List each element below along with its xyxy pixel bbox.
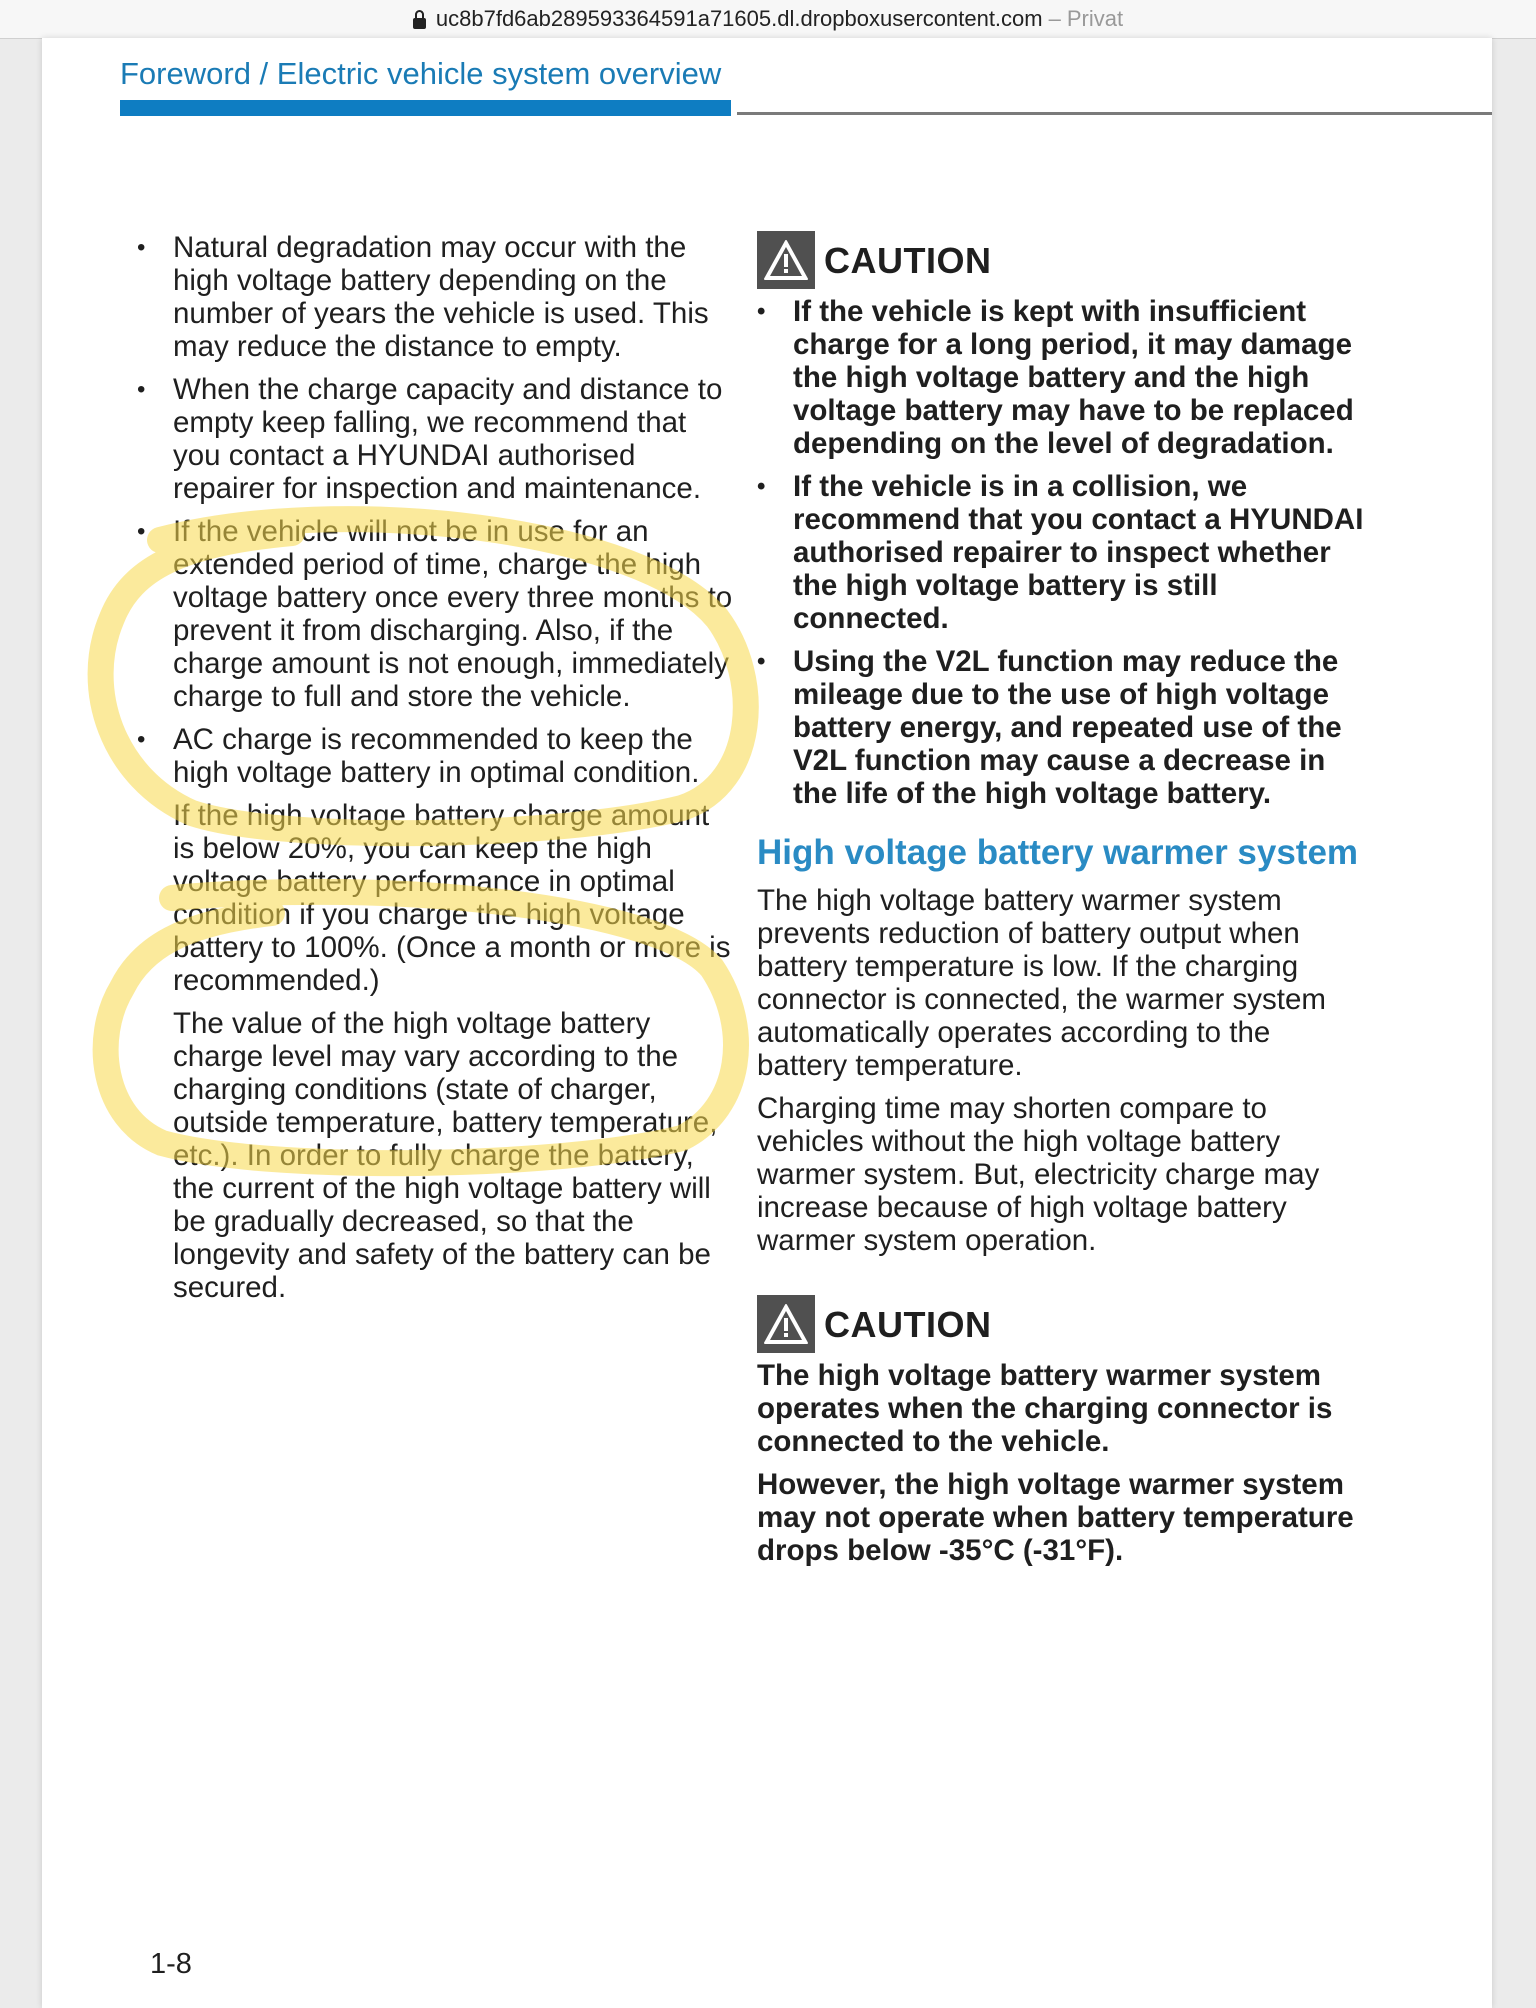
- page-number: 1-8: [150, 1948, 192, 1980]
- lock-icon: [413, 18, 426, 29]
- document-page: [42, 38, 1492, 2008]
- section-paragraph: The high voltage battery warmer system prevents reduction of battery output when battery temperature is low. If the charging connector is connected, the warmer system automatically operates according to the battery temperature.: [757, 884, 1326, 1082]
- list-item: • If the vehicle is in a collision, we recommend that you contact a HYUNDAI authorised repairer to inspect whether the high voltage battery is still connected.: [757, 470, 1367, 635]
- charge-level-paragraph: The value of the high voltage battery charge level may vary according to the charging conditions (state of charger, outside temperature, battery temperature, etc.). In order to fully charge the battery, the current of the high voltage battery will be gradually decreased, so that the longevity and safety of the battery can be secured.: [173, 1007, 718, 1304]
- warning-triangle-icon: [757, 1295, 815, 1353]
- section-paragraph: Charging time may shorten compare to vehicles without the high voltage battery warmer system. But, electricity charge may increase because of high voltage battery warmer system operation.: [757, 1092, 1320, 1257]
- charge-below-20-paragraph: If the high voltage battery charge amount is below 20%, you can keep the high voltage battery performance in optimal condition if you charge the high voltage battery to 100%. (Once a month or more is recommended.): [173, 799, 731, 997]
- private-mode-label: Privat: [1066, 6, 1124, 31]
- header-rule-gray: [737, 112, 1492, 115]
- list-item: • When the charge capacity and distance to empty keep falling, we recommend that you contact a HYUNDAI authorised repairer for inspection and maintenance.: [137, 373, 737, 505]
- caution-paragraph: However, the high voltage warmer system may not operate when battery temperature drops below -35°C (-31°F).: [757, 1468, 1354, 1567]
- breadcrumb: Foreword / Electric vehicle system overview: [120, 56, 722, 91]
- caution-label: CAUTION: [824, 1303, 992, 1345]
- list-item: • Natural degradation may occur with the high voltage battery depending on the number of years the vehicle is used. This may reduce the distance to empty.: [137, 231, 737, 363]
- caution-paragraph: The high voltage battery warmer system operates when the charging connector is connected to the vehicle.: [757, 1359, 1333, 1458]
- url-separator: –: [1048, 6, 1061, 31]
- list-item: • Using the V2L function may reduce the mileage due to the use of high voltage battery energy, and repeated use of the V2L function may cause a decrease in the life of the high voltage battery.: [757, 645, 1367, 810]
- left-column: [137, 231, 737, 1314]
- list-item: • If the vehicle is kept with insufficient charge for a long period, it may damage the high voltage battery and the high voltage battery may have to be replaced depending on the level of degradation.: [757, 295, 1367, 460]
- browser-address-bar[interactable]: [0, 0, 1536, 39]
- warning-triangle-icon: [757, 231, 815, 289]
- url-text: uc8b7fd6ab289593364591a71605.dl.dropboxusercontent.com: [435, 6, 1043, 31]
- caution-list: [757, 295, 1367, 810]
- right-column: [757, 231, 1367, 1577]
- section-title: High voltage battery warmer system: [757, 833, 1359, 872]
- caution-header: [757, 231, 1367, 289]
- header-rule-blue: [120, 100, 731, 116]
- caution-header: [757, 1295, 1367, 1353]
- list-item: • If the vehicle will not be in use for an extended period of time, charge the high voltage battery once every three months to prevent it from discharging. Also, if the charge amount is not enough, immediately charge to full and store the vehicle.: [137, 515, 737, 713]
- caution-label: CAUTION: [824, 239, 992, 281]
- left-bullet-list: [137, 231, 737, 789]
- list-item: • AC charge is recommended to keep the high voltage battery in optimal condition.: [137, 723, 737, 789]
